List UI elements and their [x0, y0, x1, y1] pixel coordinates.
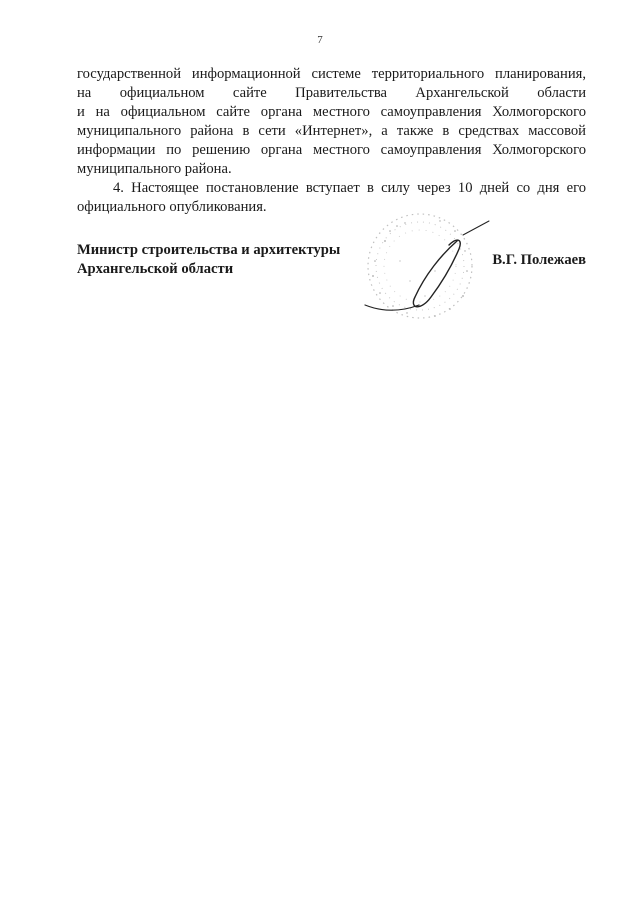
page-number: 7 — [317, 34, 323, 46]
signer-title — [77, 241, 340, 279]
stamp-dots — [368, 214, 472, 318]
signer-name: В.Г. Полежаев — [492, 252, 586, 268]
paragraph-item-4: 4. Настоящее постановление вступает в силу через 10 дней со дня его официального опубликования. — [77, 180, 586, 215]
document-body — [77, 65, 586, 217]
signature-icon — [365, 221, 489, 310]
paragraph-text: и на официальном сайте органа местного самоуправления Холмогорского муниципального района в сети «Интернет», а также в средствах массовой информации по решению органа местного самоуправления Холмогорского муниципального района. — [77, 104, 586, 177]
signature-block — [77, 241, 586, 371]
signer-title-line: Архангельской области — [77, 261, 234, 277]
paragraph-line: государственной информационной системе территориального планирования, — [77, 66, 586, 82]
signer-title-line: Министр строительства и архитектуры — [77, 242, 341, 258]
paragraph-continuation — [77, 65, 586, 179]
paragraph-line: на официальном сайте Правительства Архангельской области — [77, 85, 586, 101]
seal-stamp-icon — [345, 201, 495, 331]
